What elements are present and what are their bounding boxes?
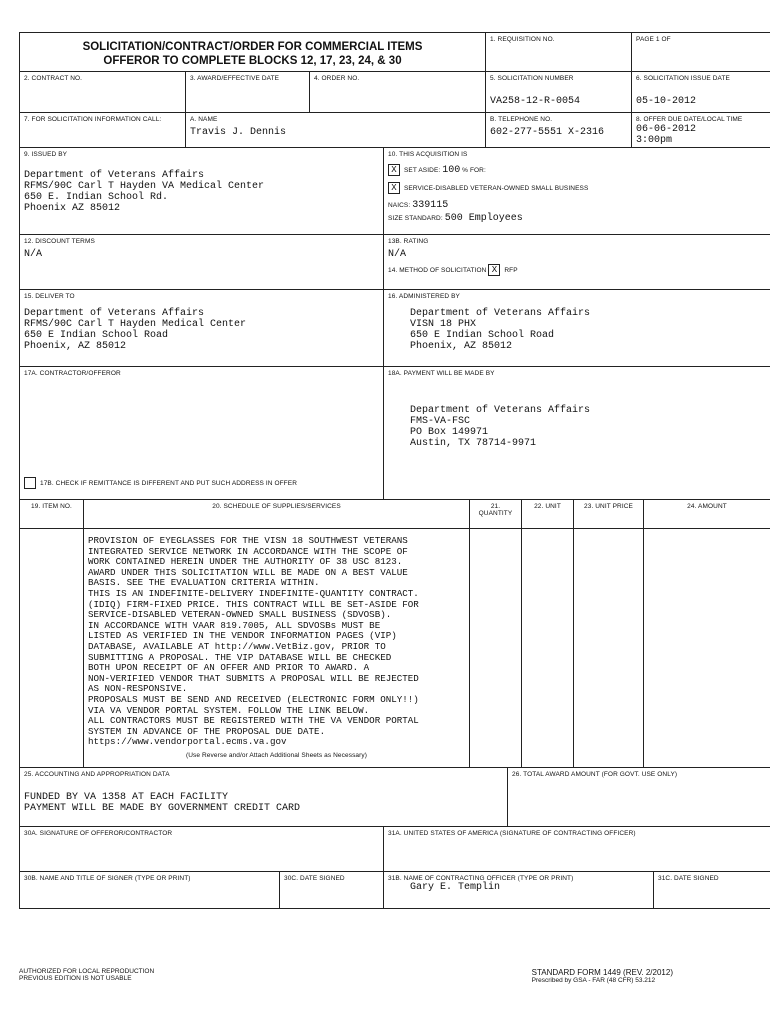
unit-header: 22. UNIT xyxy=(522,500,574,528)
payment-line: FMS-VA-FSC xyxy=(410,416,471,427)
rating: N/A xyxy=(388,249,407,260)
issued-by-line: Department of Veterans Affairs xyxy=(24,170,205,181)
set-aside-pct: 100 xyxy=(442,164,461,176)
issued-by-line: 650 E. Indian School Rd. xyxy=(24,192,169,203)
administered-by-line: Phoenix, AZ 85012 xyxy=(410,341,513,352)
form-title-block xyxy=(20,33,486,71)
naics-code: 339115 xyxy=(412,200,449,211)
administered-by-line: 650 E Indian School Road xyxy=(410,330,555,341)
date-signed-cell: 30C. DATE SIGNED xyxy=(280,872,384,908)
amount-header: 24. AMOUNT xyxy=(687,503,727,510)
payment-line: Department of Veterans Affairs xyxy=(410,405,591,416)
deliver-to-label: 15. DELIVER TO xyxy=(24,293,75,300)
schedule-note: (Use Reverse and/or Attach Additional Sheets as Necessary) xyxy=(185,751,368,759)
schedule-label: 20. SCHEDULE OF SUPPLIES/SERVICES xyxy=(212,503,341,510)
due-date: 06-06-2012 xyxy=(636,124,697,135)
sf1449-form xyxy=(19,32,770,909)
issued-by-line: Phoenix AZ 85012 xyxy=(24,203,121,214)
solicitation-number: VA258-12-R-0054 xyxy=(490,96,581,107)
unit-col xyxy=(522,529,574,767)
quantity-header: 21. QUANTITY xyxy=(470,500,522,528)
issue-date-label: 6. SOLICITATION ISSUE DATE xyxy=(636,75,730,82)
contractor-cell: 17A. CONTRACTOR/OFFEROR 17B. CHECK IF REMITTANCE IS DIFFERENT AND PUT SUCH ADDRESS IN OFFER xyxy=(20,367,384,499)
requisition-no-cell: 1. REQUISITION NO. xyxy=(486,33,632,71)
contract-no-cell: 2. CONTRACT NO. xyxy=(20,72,186,112)
total-award-cell: 26. TOTAL AWARD AMOUNT (FOR GOVT. USE ONLY) xyxy=(512,771,678,778)
deliver-to-cell xyxy=(20,290,384,366)
offeror-signature-cell: 30A. SIGNATURE OF OFFEROR/CONTRACTOR xyxy=(20,827,384,871)
footer-right xyxy=(532,968,673,984)
unit-price-col xyxy=(574,529,644,767)
phone-cell: B. TELEPHONE NO. 602-277-5551 X-2316 xyxy=(486,113,632,147)
footer-left xyxy=(19,968,154,982)
schedule-body xyxy=(84,529,470,767)
item-no-col xyxy=(20,529,84,767)
payment-label: 18A. PAYMENT WILL BE MADE BY xyxy=(388,370,495,377)
solicitation-number-label: 5. SOLICITATION NUMBER xyxy=(490,75,574,82)
unit-price-header: 23. UNIT PRICE xyxy=(574,500,644,528)
due-date-cell: 8. OFFER DUE DATE/LOCAL TIME 06-06-2012 3:00pm xyxy=(632,113,770,147)
discount-terms-cell: 12. DISCOUNT TERMS N/A xyxy=(20,235,384,289)
rating-cell: 13B. RATING N/A 14. METHOD OF SOLICITATION X RFP xyxy=(384,235,770,289)
contact-phone: 602-277-5551 X-2316 xyxy=(490,127,605,138)
rfp-checkbox[interactable]: X xyxy=(488,264,500,276)
order-no-cell: 4. ORDER NO. xyxy=(310,72,486,112)
issue-date: 05-10-2012 xyxy=(636,96,697,107)
acquisition-cell: 10. THIS ACQUISITION IS X SET ASIDE: 100 % FOR: X SERVICE-DISABLED VETERAN-OWNED SMALL BUSINESS NAICS: 339115 SIZE STANDARD: 500 Employees xyxy=(388,151,589,224)
amount-col xyxy=(644,529,770,767)
prescribed-by: Prescribed by GSA - FAR (48 CFR) 53.212 xyxy=(531,977,656,984)
form-number: STANDARD FORM 1449 (REV. 2/2012) xyxy=(531,968,673,977)
officer-name-cell xyxy=(384,872,654,908)
solicitation-number-cell xyxy=(486,72,632,112)
page-label: PAGE 1 OF xyxy=(636,36,671,43)
accounting-line: FUNDED BY VA 1358 AT EACH FACILITY xyxy=(24,792,229,803)
sdvosb-checkbox[interactable]: X xyxy=(388,182,400,194)
size-standard: 500 Employees xyxy=(444,213,523,224)
issued-by-label: 9. ISSUED BY xyxy=(24,151,68,158)
form-title: SOLICITATION/CONTRACT/ORDER FOR COMMERCIAL ITEMS xyxy=(82,41,423,53)
page-cell xyxy=(632,33,770,71)
form-subtitle: OFFEROR TO COMPLETE BLOCKS 12, 17, 23, 24, & 30 xyxy=(103,55,402,67)
schedule-header xyxy=(84,500,470,528)
officer-name: Gary E. Templin xyxy=(410,882,501,893)
payment-line: PO Box 149971 xyxy=(410,427,489,438)
deliver-to-line: Department of Veterans Affairs xyxy=(24,308,205,319)
quantity-col xyxy=(470,529,522,767)
administered-by-cell xyxy=(384,290,770,366)
contact-name-cell: A. NAME Travis J. Dennis xyxy=(186,113,486,147)
deliver-to-line: RFMS/90C Carl T Hayden Medical Center xyxy=(24,319,247,330)
footer-reproduction: AUTHORIZED FOR LOCAL REPRODUCTION xyxy=(19,968,155,975)
deliver-to-line: Phoenix, AZ 85012 xyxy=(24,341,127,352)
award-date-cell: 3. AWARD/EFFECTIVE DATE xyxy=(186,72,310,112)
signer-name-cell: 30B. NAME AND TITLE OF SIGNER (TYPE OR PRINT) xyxy=(20,872,280,908)
accounting-line: PAYMENT WILL BE MADE BY GOVERNMENT CREDIT CARD xyxy=(24,803,301,814)
accounting-cell xyxy=(20,768,508,826)
schedule-text: PROVISION OF EYEGLASSES FOR THE VISN 18 SOUTHWEST VETERANS INTEGRATED SERVICE NETWORK IN ACCORDANCE WITH THE SCOPE OF WORK CONTAINED HEREIN UNDER THE AUTHORITY OF 38 USC 8123. AWARD UNDER THIS SOLICITATION WILL BE MADE ON A BEST VALUE BASIS. SEE THE EVALUATION CRITERIA WITHIN. THIS IS AN INDEFINITE-DELIVERY INDEFINITE-QUANTITY CONTRACT. (IDIQ) FIRM-FIXED PRICE. THIS CONTRACT WILL BE SET-ASIDE FOR SERVICE-DISABLED VETERAN-OWNED SMALL BUSINESS (SDVOSB). IN ACCORDANCE WITH VAAR 819.7005, ALL SDVOSBs MUST BE LISTED AS VERIFIED IN THE VENDOR INFORMATION PAGES (VIP) DATABASE, AVAILABLE AT http://www.VetBiz.gov, PRIOR TO SUBMITTING A PROPOSAL. THE VIP DATABASE WILL BE CHECKED BOTH UPON RECEIPT OF AN OFFER AND PRIOR TO AWARD. A NON-VERIFIED VENDOR THAT SUBMITS A PROPOSAL WILL BE REJECTED AS NON-RESPONSIVE. PROPOSALS MUST BE SEND AND RECEIVED (ELECTRONIC FORM ONLY!!) VIA VA VENDOR PORTAL SYSTEM. FOLLOW THE LINK BELOW. ALL CONTRACTORS MUST BE REGISTERED WITH THE VA VENDOR PORTAL SYSTEM IN ADVANCE OF THE PROPOSAL DUE DATE. https://www.vendorportal.ecms.va.gov xyxy=(88,535,419,748)
administered-by-label: 16. ADMINISTERED BY xyxy=(388,293,460,300)
remittance-checkbox[interactable] xyxy=(24,477,36,489)
footer-edition: PREVIOUS EDITION IS NOT USABLE xyxy=(19,975,132,982)
accounting-label: 25. ACCOUNTING AND APPROPRIATION DATA xyxy=(24,771,170,778)
deliver-to-line: 650 E Indian School Road xyxy=(24,330,169,341)
usa-signature-cell: 31A. UNITED STATES OF AMERICA (SIGNATURE OF CONTRACTING OFFICER) xyxy=(388,830,636,837)
issue-date-cell xyxy=(632,72,770,112)
item-no-header: 19. ITEM NO. xyxy=(20,500,84,528)
officer-date-cell: 31C. DATE SIGNED xyxy=(658,875,719,882)
discount-terms: N/A xyxy=(24,249,43,260)
payment-line: Austin, TX 78714-9971 xyxy=(410,438,537,449)
set-aside-checkbox[interactable]: X xyxy=(388,164,400,176)
contact-name: Travis J. Dennis xyxy=(190,127,287,138)
info-call-cell: 7. FOR SOLICITATION INFORMATION CALL: xyxy=(20,113,186,147)
issued-by-line: RFMS/90C Carl T Hayden VA Medical Center xyxy=(24,181,265,192)
administered-by-line: Department of Veterans Affairs xyxy=(410,308,591,319)
due-time: 3:00pm xyxy=(636,135,673,146)
issued-by-cell xyxy=(20,148,384,234)
administered-by-line: VISN 18 PHX xyxy=(410,319,477,330)
payment-cell xyxy=(384,367,770,499)
officer-label: 31B. NAME OF CONTRACTING OFFICER (TYPE OR PRINT) xyxy=(388,875,574,882)
